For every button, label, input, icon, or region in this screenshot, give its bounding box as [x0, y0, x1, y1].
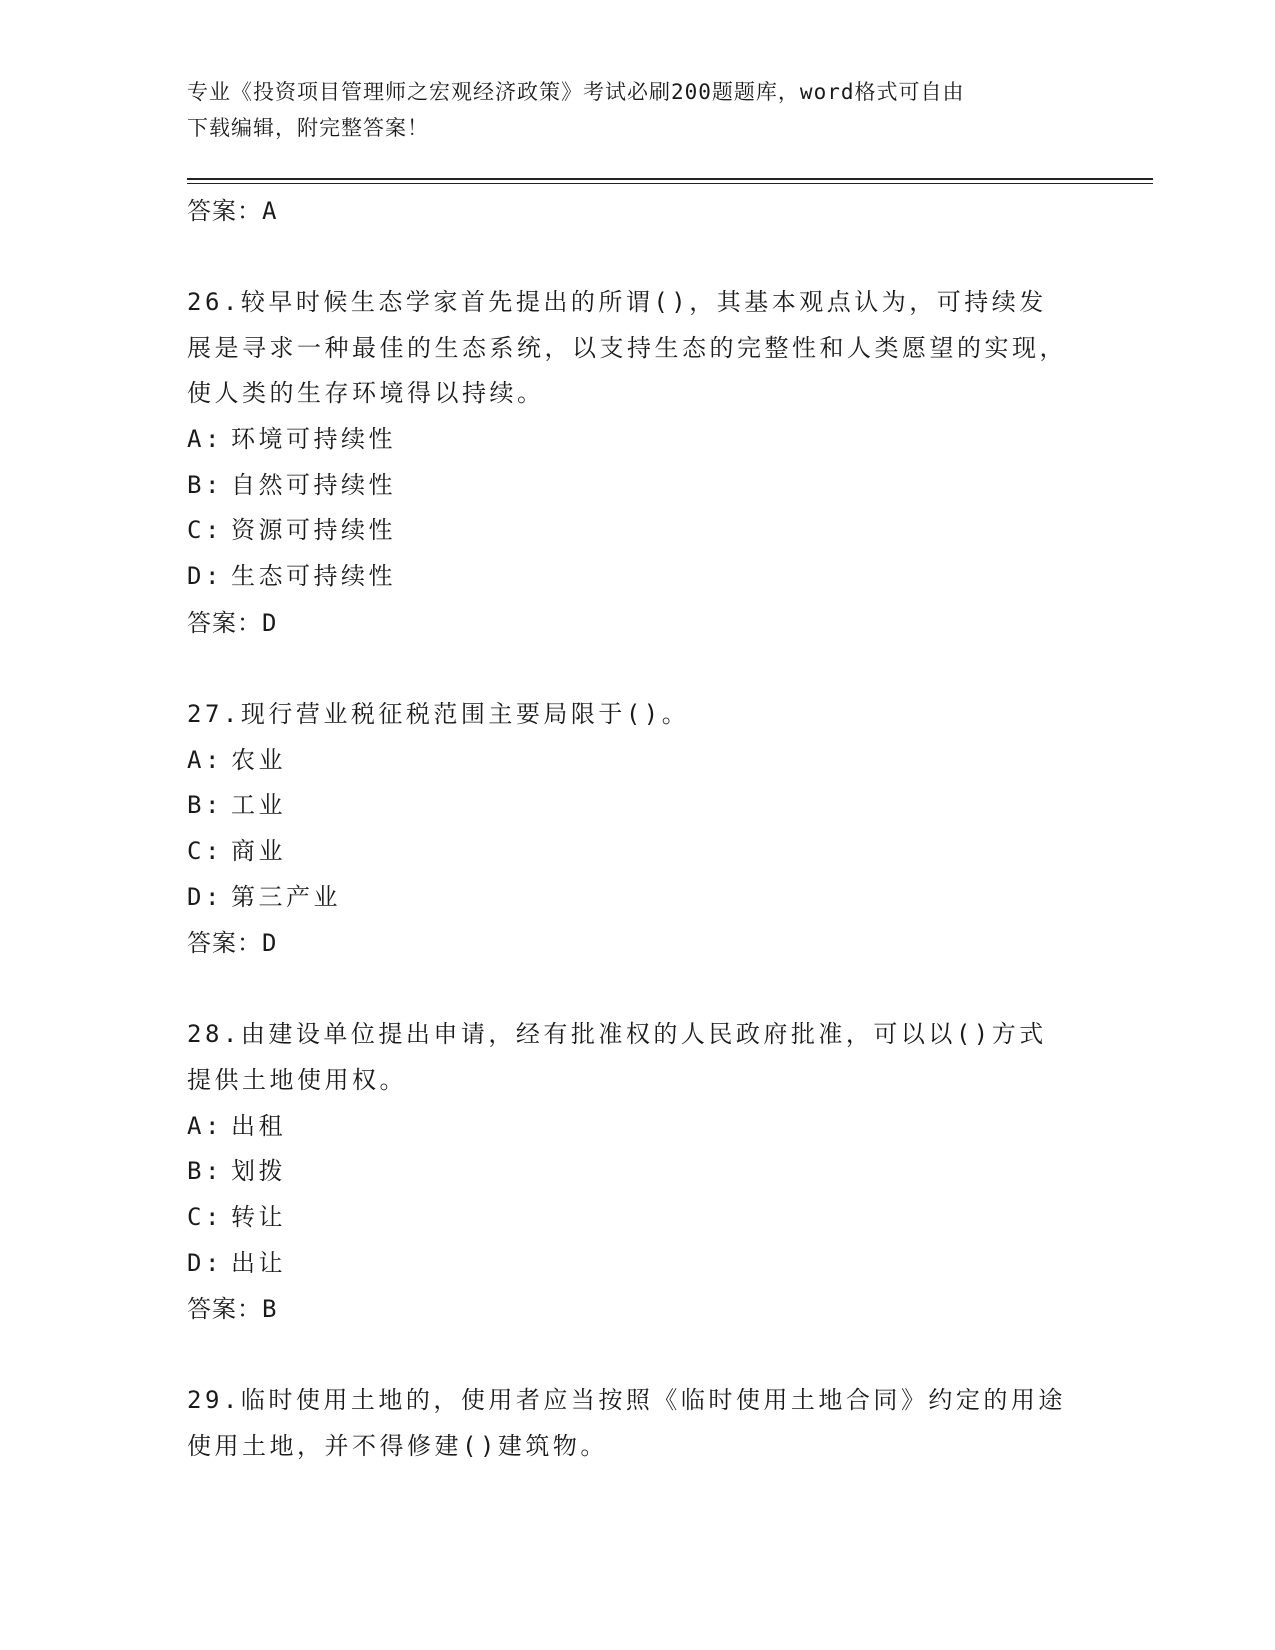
option-letter: B:	[187, 470, 223, 499]
question-item	[187, 1012, 1087, 1332]
header-line-2: 下载编辑，附完整答案！	[187, 116, 429, 140]
option-text: 资源可持续性	[231, 516, 396, 545]
option-item	[187, 1104, 1087, 1150]
question-stem: 29.临时使用土地的，使用者应当按照《临时使用土地合同》约定的用途使用土地，并不得修建()建筑物。	[187, 1386, 1066, 1461]
document-header	[187, 74, 1067, 146]
option-letter: C:	[187, 516, 223, 545]
option-item	[187, 417, 1087, 463]
option-text: 自然可持续性	[231, 470, 396, 499]
spacer	[187, 646, 1087, 692]
option-letter: D:	[187, 882, 223, 911]
question-stem: 26.较早时候生态学家首先提出的所谓()，其基本观点认为，可持续发展是寻求一种最佳的生态系统，以支持生态的完整性和人类愿望的实现，使人类的生存环境得以持续。	[187, 288, 1067, 408]
option-letter: A:	[187, 745, 223, 774]
option-item	[187, 783, 1087, 829]
question-list	[187, 188, 1087, 1470]
option-letter: A:	[187, 1111, 223, 1140]
answer-line: 答案：D	[187, 608, 278, 637]
answer-line: 答案：D	[187, 929, 278, 958]
option-text: 转让	[231, 1203, 286, 1232]
option-item	[187, 1149, 1087, 1195]
option-item	[187, 829, 1087, 875]
option-letter: D:	[187, 1248, 223, 1277]
option-item	[187, 1195, 1087, 1241]
option-item	[187, 508, 1087, 554]
option-text: 商业	[231, 836, 286, 865]
option-item	[187, 738, 1087, 784]
option-text: 第三产业	[231, 882, 341, 911]
spacer	[187, 234, 1087, 280]
option-item	[187, 875, 1087, 921]
question-item	[187, 692, 1087, 966]
option-letter: B:	[187, 1157, 223, 1186]
option-text: 环境可持续性	[231, 425, 396, 454]
question-item	[187, 280, 1087, 646]
option-text: 出让	[231, 1248, 286, 1277]
option-letter: A:	[187, 425, 223, 454]
option-letter: C:	[187, 836, 223, 865]
header-divider-thin	[187, 183, 1153, 184]
spacer	[187, 1332, 1087, 1378]
option-text: 出租	[231, 1111, 286, 1140]
option-letter: B:	[187, 791, 223, 820]
header-divider-thick	[187, 178, 1153, 180]
answer-line: 答案：B	[187, 1295, 278, 1324]
option-text: 生态可持续性	[231, 562, 396, 591]
option-item	[187, 1241, 1087, 1287]
question-stem: 27.现行营业税征税范围主要局限于()。	[187, 699, 690, 728]
spacer	[187, 966, 1087, 1012]
option-item	[187, 463, 1087, 509]
option-item	[187, 554, 1087, 600]
option-letter: C:	[187, 1203, 223, 1232]
option-text: 划拨	[231, 1157, 286, 1186]
option-letter: D:	[187, 562, 223, 591]
answer-line: 答案：A	[187, 197, 278, 225]
option-text: 工业	[231, 791, 286, 820]
option-text: 农业	[231, 745, 286, 774]
header-line-1: 专业《投资项目管理师之宏观经济政策》考试必刷200题题库，word格式可自由	[187, 80, 965, 104]
question-stem: 28.由建设单位提出申请，经有批准权的人民政府批准，可以以()方式提供土地使用权。	[187, 1020, 1047, 1095]
question-item	[187, 1378, 1087, 1469]
